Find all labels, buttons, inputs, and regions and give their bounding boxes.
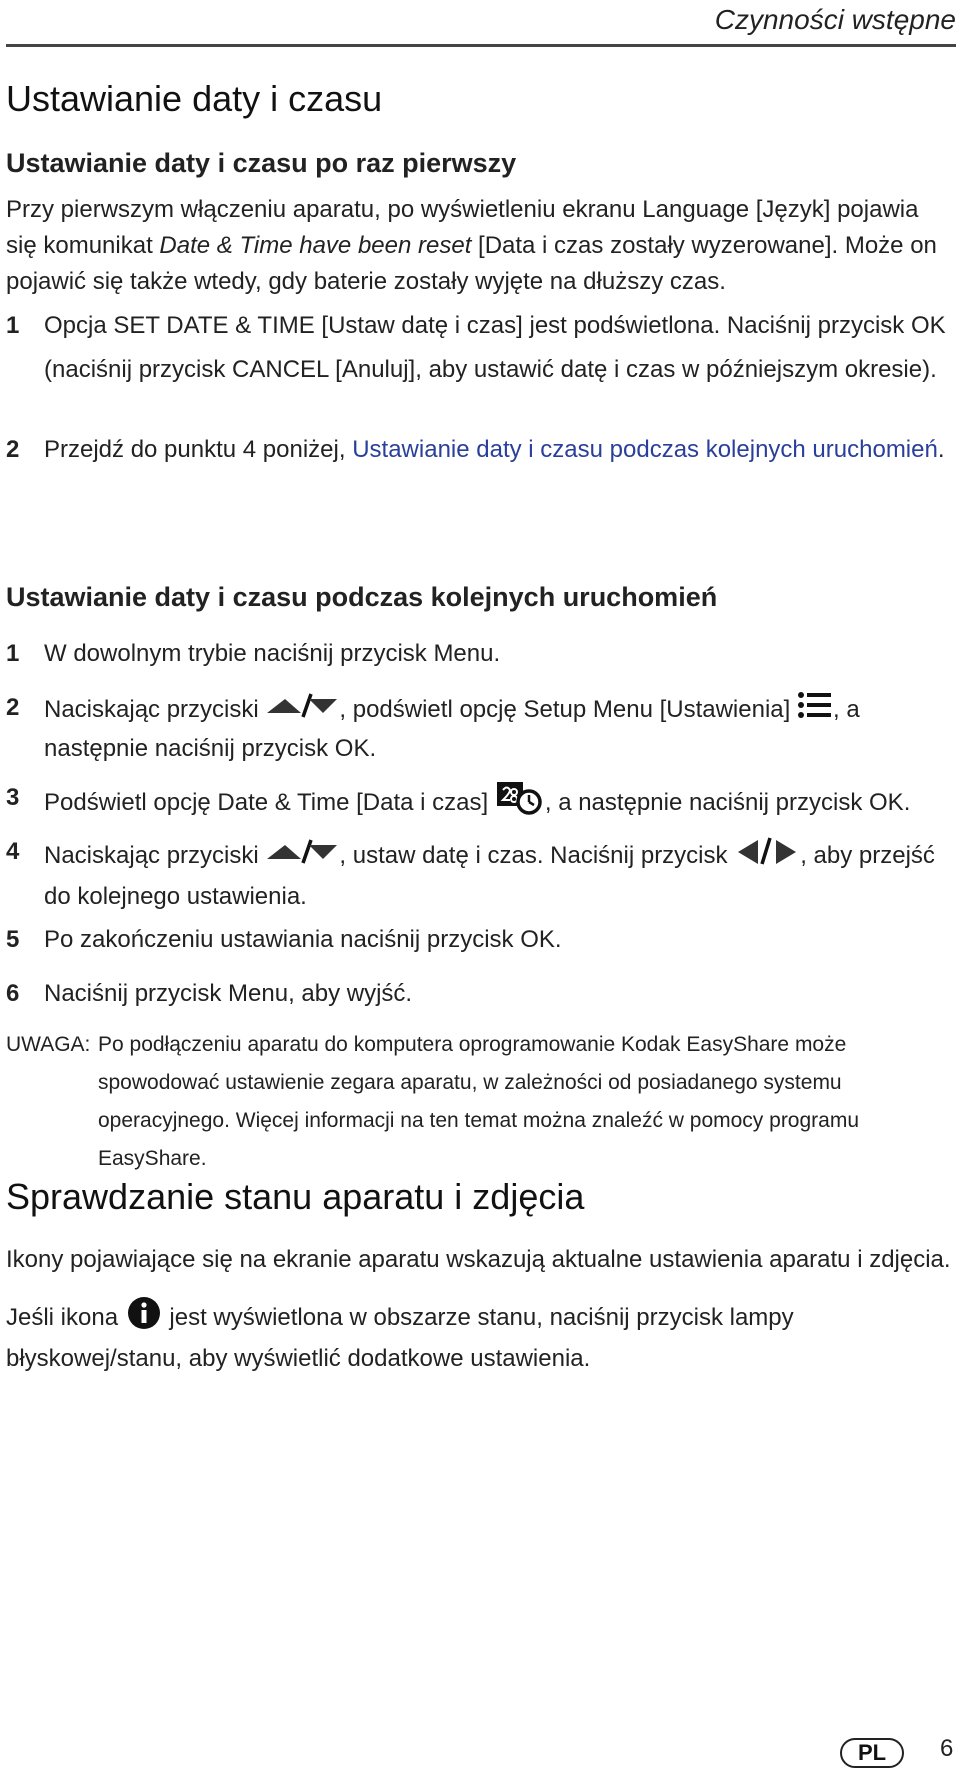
step-number: 2 — [6, 436, 20, 463]
intro-paragraph — [6, 192, 951, 300]
step-text: W dowolnym trybie naciśnij przycisk Menu. — [44, 640, 501, 667]
subsection-title-subsequent: Ustawianie daty i czasu podczas kolejnych uruchomień — [6, 582, 718, 612]
subsection-title-first-time: Ustawianie daty i czasu po raz pierwszy — [6, 148, 517, 178]
step-text-b: , podświetl opcję Setup Menu [Ustawienia] — [339, 695, 797, 723]
info-icon — [125, 1296, 163, 1341]
link-subsequent-startup[interactable]: Ustawianie daty i czasu podczas kolejnych uruchomień — [352, 436, 938, 463]
step-number: 1 — [6, 312, 20, 339]
next-step-5 — [6, 922, 951, 958]
step-text-a: Naciskając przyciski — [44, 841, 266, 869]
step-text-b: . — [937, 436, 945, 463]
step-text: Naciśnij przycisk Menu, aby wyjść. — [44, 980, 413, 1007]
next-step-2 — [6, 690, 951, 767]
note-label: UWAGA: — [6, 1033, 91, 1056]
step-text: Po zakończeniu ustawiania naciśnij przycisk OK. — [44, 926, 562, 953]
first-step-1 — [6, 308, 951, 388]
step-text-a: Podświetl opcję Date & Time [Data i czas] — [44, 788, 495, 816]
step-text — [44, 834, 951, 915]
intro-text-a: Przy pierwszym włączeniu aparatu, po wyświetleniu ekranu Language [Język] pojawia się komunikat — [6, 196, 919, 259]
step-number: 1 — [6, 640, 20, 667]
step-number: 2 — [6, 694, 20, 721]
left-right-arrows-icon — [734, 834, 800, 879]
status-text-a: Jeśli ikona — [6, 1303, 125, 1331]
note-block — [6, 1026, 951, 1178]
status-text-b: jest wyświetlona w obszarze stanu, naciśnij przycisk lampy błyskowej/stanu, aby wyświetlić dodatkowe ustawienia. — [6, 1303, 794, 1372]
status-paragraph-2 — [6, 1296, 951, 1377]
section-title-status: Sprawdzanie stanu aparatu i zdjęcia — [6, 1176, 585, 1217]
first-step-2 — [6, 432, 951, 468]
note-text: Po podłączeniu aparatu do komputera oprogramowanie Kodak EasyShare może spowodować ustawienie zegara aparatu, w zależności od posiadanego systemu operacyjnego. Więcej informacji na ten temat można znaleźć w pomocy programu EasyShare. — [98, 1033, 860, 1170]
language-badge: PL — [840, 1738, 904, 1768]
step-number: 5 — [6, 926, 20, 953]
step-text: Opcja SET DATE & TIME [Ustaw datę i czas] jest podświetlona. Naciśnij przycisk OK — [44, 312, 946, 339]
setup-menu-icon — [797, 690, 833, 731]
next-step-4 — [6, 834, 951, 915]
intro-text-emphasis: Date & Time have been reset — [159, 232, 472, 259]
step-number: 4 — [6, 838, 20, 865]
date-time-icon — [495, 780, 545, 827]
step-text-b: , a następnie naciśnij przycisk OK. — [544, 788, 911, 816]
next-step-1 — [6, 636, 951, 672]
up-down-arrows-icon — [265, 691, 339, 730]
section-title-date-time: Ustawianie daty i czasu — [6, 78, 383, 119]
intro-text-b: [Data i czas zostały wyzerowane]. Może on pojawić się także wtedy, gdy baterie zostały wyjęte na dłuższy czas. — [6, 232, 937, 295]
step-text-c: , a następnie naciśnij przycisk OK. — [44, 695, 860, 762]
step-text — [44, 690, 951, 767]
header-rule — [6, 44, 956, 47]
step-text-a: Przejdź do punktu 4 poniżej, — [44, 436, 353, 463]
header-section-title: Czynności wstępne — [714, 4, 956, 35]
status-paragraph-1: Ikony pojawiające się na ekranie aparatu wskazują aktualne ustawienia aparatu i zdjęcia. — [6, 1246, 951, 1273]
step-text — [44, 432, 951, 468]
step-number: 6 — [6, 980, 20, 1007]
step-text-continued: (naciśnij przycisk CANCEL [Anuluj], aby ustawić datę i czas w późniejszym okresie). — [44, 356, 937, 383]
next-step-6 — [6, 976, 951, 1012]
step-number: 3 — [6, 784, 20, 811]
step-text-c: , aby przejść do kolejnego ustawienia. — [44, 841, 935, 910]
next-step-3 — [6, 780, 951, 827]
page-number: 6 — [940, 1735, 954, 1762]
step-text-a: Naciskając przyciski — [44, 695, 266, 723]
step-text — [44, 780, 951, 827]
up-down-arrows-icon — [265, 837, 339, 876]
step-text-b: , ustaw datę i czas. Naciśnij przycisk — [339, 841, 735, 869]
